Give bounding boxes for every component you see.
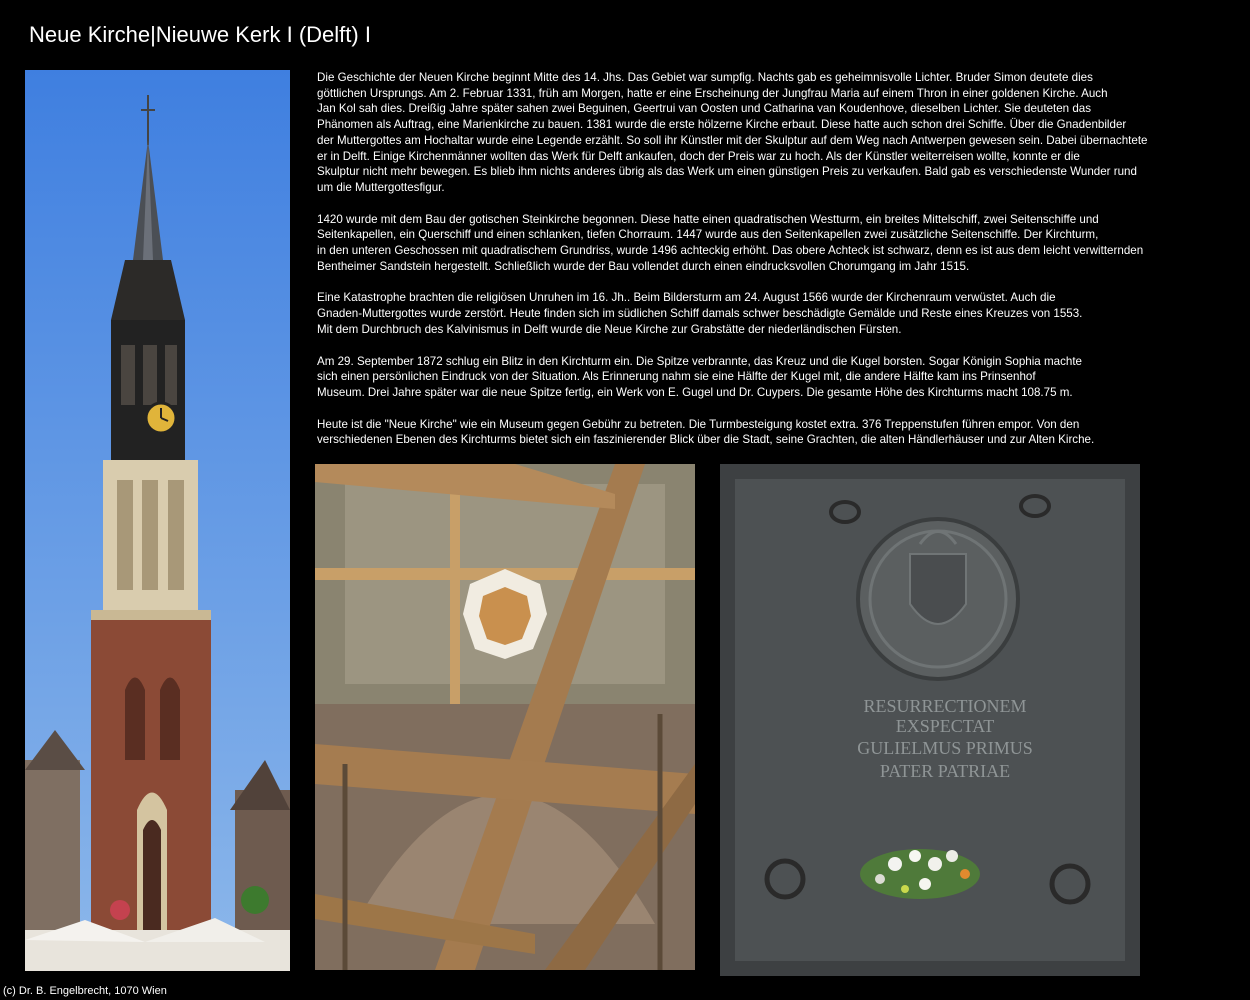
paragraph: Am 29. September 1872 schlug ein Blitz in den Kirchturm ein. Die Spitze verbrannte, das Kreuz und die Kugel borsten. Sogar Königin Sophia machte sich einen persönlichen Eindruck von der Situation. Als Erinnerung nahm sie eine Hälfte der Kugel mit, die andere Hälfte kam ins Prinsenhof Museum. Drei Jahre später war die neue Spitze fertig, ein Werk von E. Gugel und Dr. Cuypers. Die gesamte Höhe des Kirchturms macht 108.75 m. <box>317 354 1082 399</box>
paragraph: Heute ist die "Neue Kirche" wie ein Museum gegen Gebühr zu betreten. Die Turmbesteigung kostet extra. 376 Treppenstufen führen empor. Von den verschiedenen Ebenen des Kirchturms bietet sich ein faszinierender Blick über die Stadt, seine Grachten, die alten Händlerhäuser und zur Alten Kirche. <box>317 417 1095 447</box>
ceiling-illustration <box>315 464 695 970</box>
inscription-line: EXSPECTAT <box>895 716 995 736</box>
paragraph: Eine Katastrophe brachten die religiösen Unruhen im 16. Jh.. Beim Bildersturm am 24. August 1566 wurde der Kirchenraum verwüstet. Auch die Gnaden-Muttergottes wurde zerstört. Heute finden sich im südlichen Schiff damals schwer beschädigte Gemälde und Reste eines Kreuzes von 1553. Mit dem Durchbruch des Kalvinismus in Delft wurde die Neue Kirche zur Grabstätte der niederländischen Fürsten. <box>317 291 1083 336</box>
tomb-slab-illustration <box>720 464 1140 976</box>
article-text <box>317 70 1187 464</box>
paragraph: 1420 wurde mit dem Bau der gotischen Steinkirche begonnen. Diese hatte einen quadratischen Westturm, ein breites Mittelschiff, zwei Seitenschiffe und Seitenkapellen, ein Querschiff und einen schlanken, tiefen Chorraum. 1447 wurde aus den Seitenkapellen zwei zusätzliche Seitenschiffe. Der Kirchturm, in den unteren Geschossen mit quadratischem Grundriss, wurde 1496 achteckig erhöht. Das obere Achteck ist schwarz, denn es ist aus dem leicht verwitternden Bentheimer Sandstein hergestellt. Schließlich wurde der Bau vollendet durch einen eindrucksvollen Chorumgang im Jahr 1515. <box>317 212 1144 273</box>
church-tower-photo <box>25 70 290 971</box>
paragraph: Die Geschichte der Neuen Kirche beginnt Mitte des 14. Jhs. Das Gebiet war sumpfig. Nachts gab es geheimnisvolle Lichter. Bruder Simon deutete dies göttlichen Ursprungs. Am 2. Februar 1331, früh am Morgen, hatte er eine Erscheinung der Jungfrau Maria auf einem Thron in einer goldenen Kirche. Auch Jan Kol sah dies. Dreißig Jahre später sahen zwei Beguinen, Geertrui van Oosten und Catharina van Koudenhove, dieselben Lichter. Sie deuteten das Phänomen als Auftrag, eine Marienkirche zu bauen. 1381 wurde die erste hölzerne Kirche erbaut. Diese hatte auch schon drei Schiffe. Über die Gnadenbilder der Muttergottes am Hochaltar wurde eine Legende erzählt. So soll ihr Künstler mit der Skulptur auf dem Weg nach Antwerpen gewesen sein. Dabei übernachtete er in Delft. Einige Kirchenmänner wollten das Werk für Delft ankaufen, doch der Preis war zu hoch. Als der Künstler weiterreisen wollte, konnte er die Skulptur nicht mehr bewegen. Es blieb ihm nichts anderes übrig als das Werk um einen günstigen Preis zu verkaufen. Bald gab es verschiedenste Wunder rund um die Muttergottesfigur. <box>317 71 1148 194</box>
page-title: Neue Kirche|Nieuwe Kerk I (Delft) I <box>29 22 371 47</box>
church-tower-illustration <box>25 70 290 971</box>
inscription-line: PATER PATRIAE <box>879 761 1011 781</box>
tower-interior-ceiling-photo <box>315 464 695 970</box>
inscription-line: GULIELMUS PRIMUS <box>857 738 1033 758</box>
inscription-line: RESURRECTIONEM <box>863 696 1027 716</box>
copyright-footer: (c) Dr. B. Engelbrecht, 1070 Wien <box>3 985 167 997</box>
tomb-slab-photo <box>720 464 1140 976</box>
tomb-inscription <box>857 696 1033 781</box>
